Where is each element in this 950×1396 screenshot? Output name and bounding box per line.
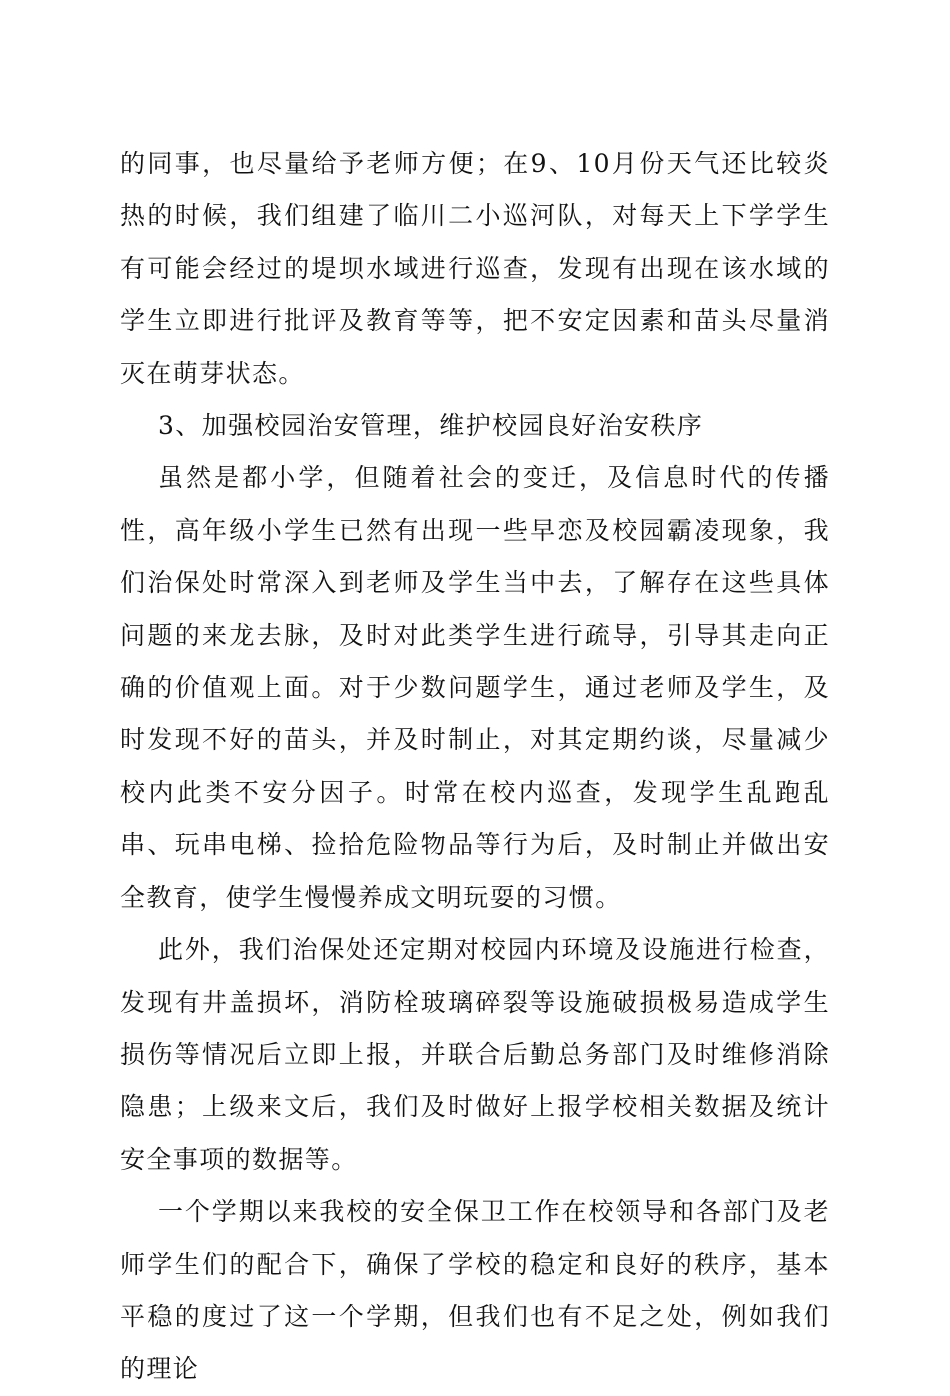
paragraph-continuation: 的同事，也尽量给予老师方便；在9、10月份天气还比较炎热的时候，我们组建了临川二小巡河队，对每天上下学学生有可能会经过的堤坝水域进行巡查，发现有出现在该水域的学生立即进行批评及教育等等，把不安定因素和苗头尽量消灭在萌芽状态。: [120, 149, 830, 388]
document-body: [120, 138, 830, 1396]
paragraph-semester-summary: 一个学期以来我校的安全保卫工作在校领导和各部门及老师学生们的配合下，确保了学校的稳定和良好的秩序，基本平稳的度过了这一个学期，但我们也有不足之处，例如我们的理论: [120, 1197, 830, 1384]
paragraph-campus-security: 虽然是都小学，但随着社会的变迁，及信息时代的传播性，高年级小学生已然有出现一些早恋及校园霸凌现象，我们治保处时常深入到老师及学生当中去，了解存在这些具体问题的来龙去脉，及时对此类学生进行疏导，引导其走向正确的价值观上面。对于少数问题学生，通过老师及学生，及时发现不好的苗头，并及时制止，对其定期约谈，尽量减少校内此类不安分因子。时常在校内巡查，发现学生乱跑乱串、玩串电梯、捡拾危险物品等行为后，及时制止并做出安全教育，使学生慢慢养成文明玩耍的习惯。: [120, 463, 830, 912]
section-heading: 3、加强校园治安管理，维护校园良好治安秩序: [158, 411, 704, 441]
paragraph-facility-inspection: 此外，我们治保处还定期对校园内环境及设施进行检查，发现有井盖损坏，消防栓玻璃碎裂等设施破损极易造成学生损伤等情况后立即上报，并联合后勤总务部门及时维修消除隐患；上级来文后，我们及时做好上报学校相关数据及统计安全事项的数据等。: [120, 935, 830, 1174]
